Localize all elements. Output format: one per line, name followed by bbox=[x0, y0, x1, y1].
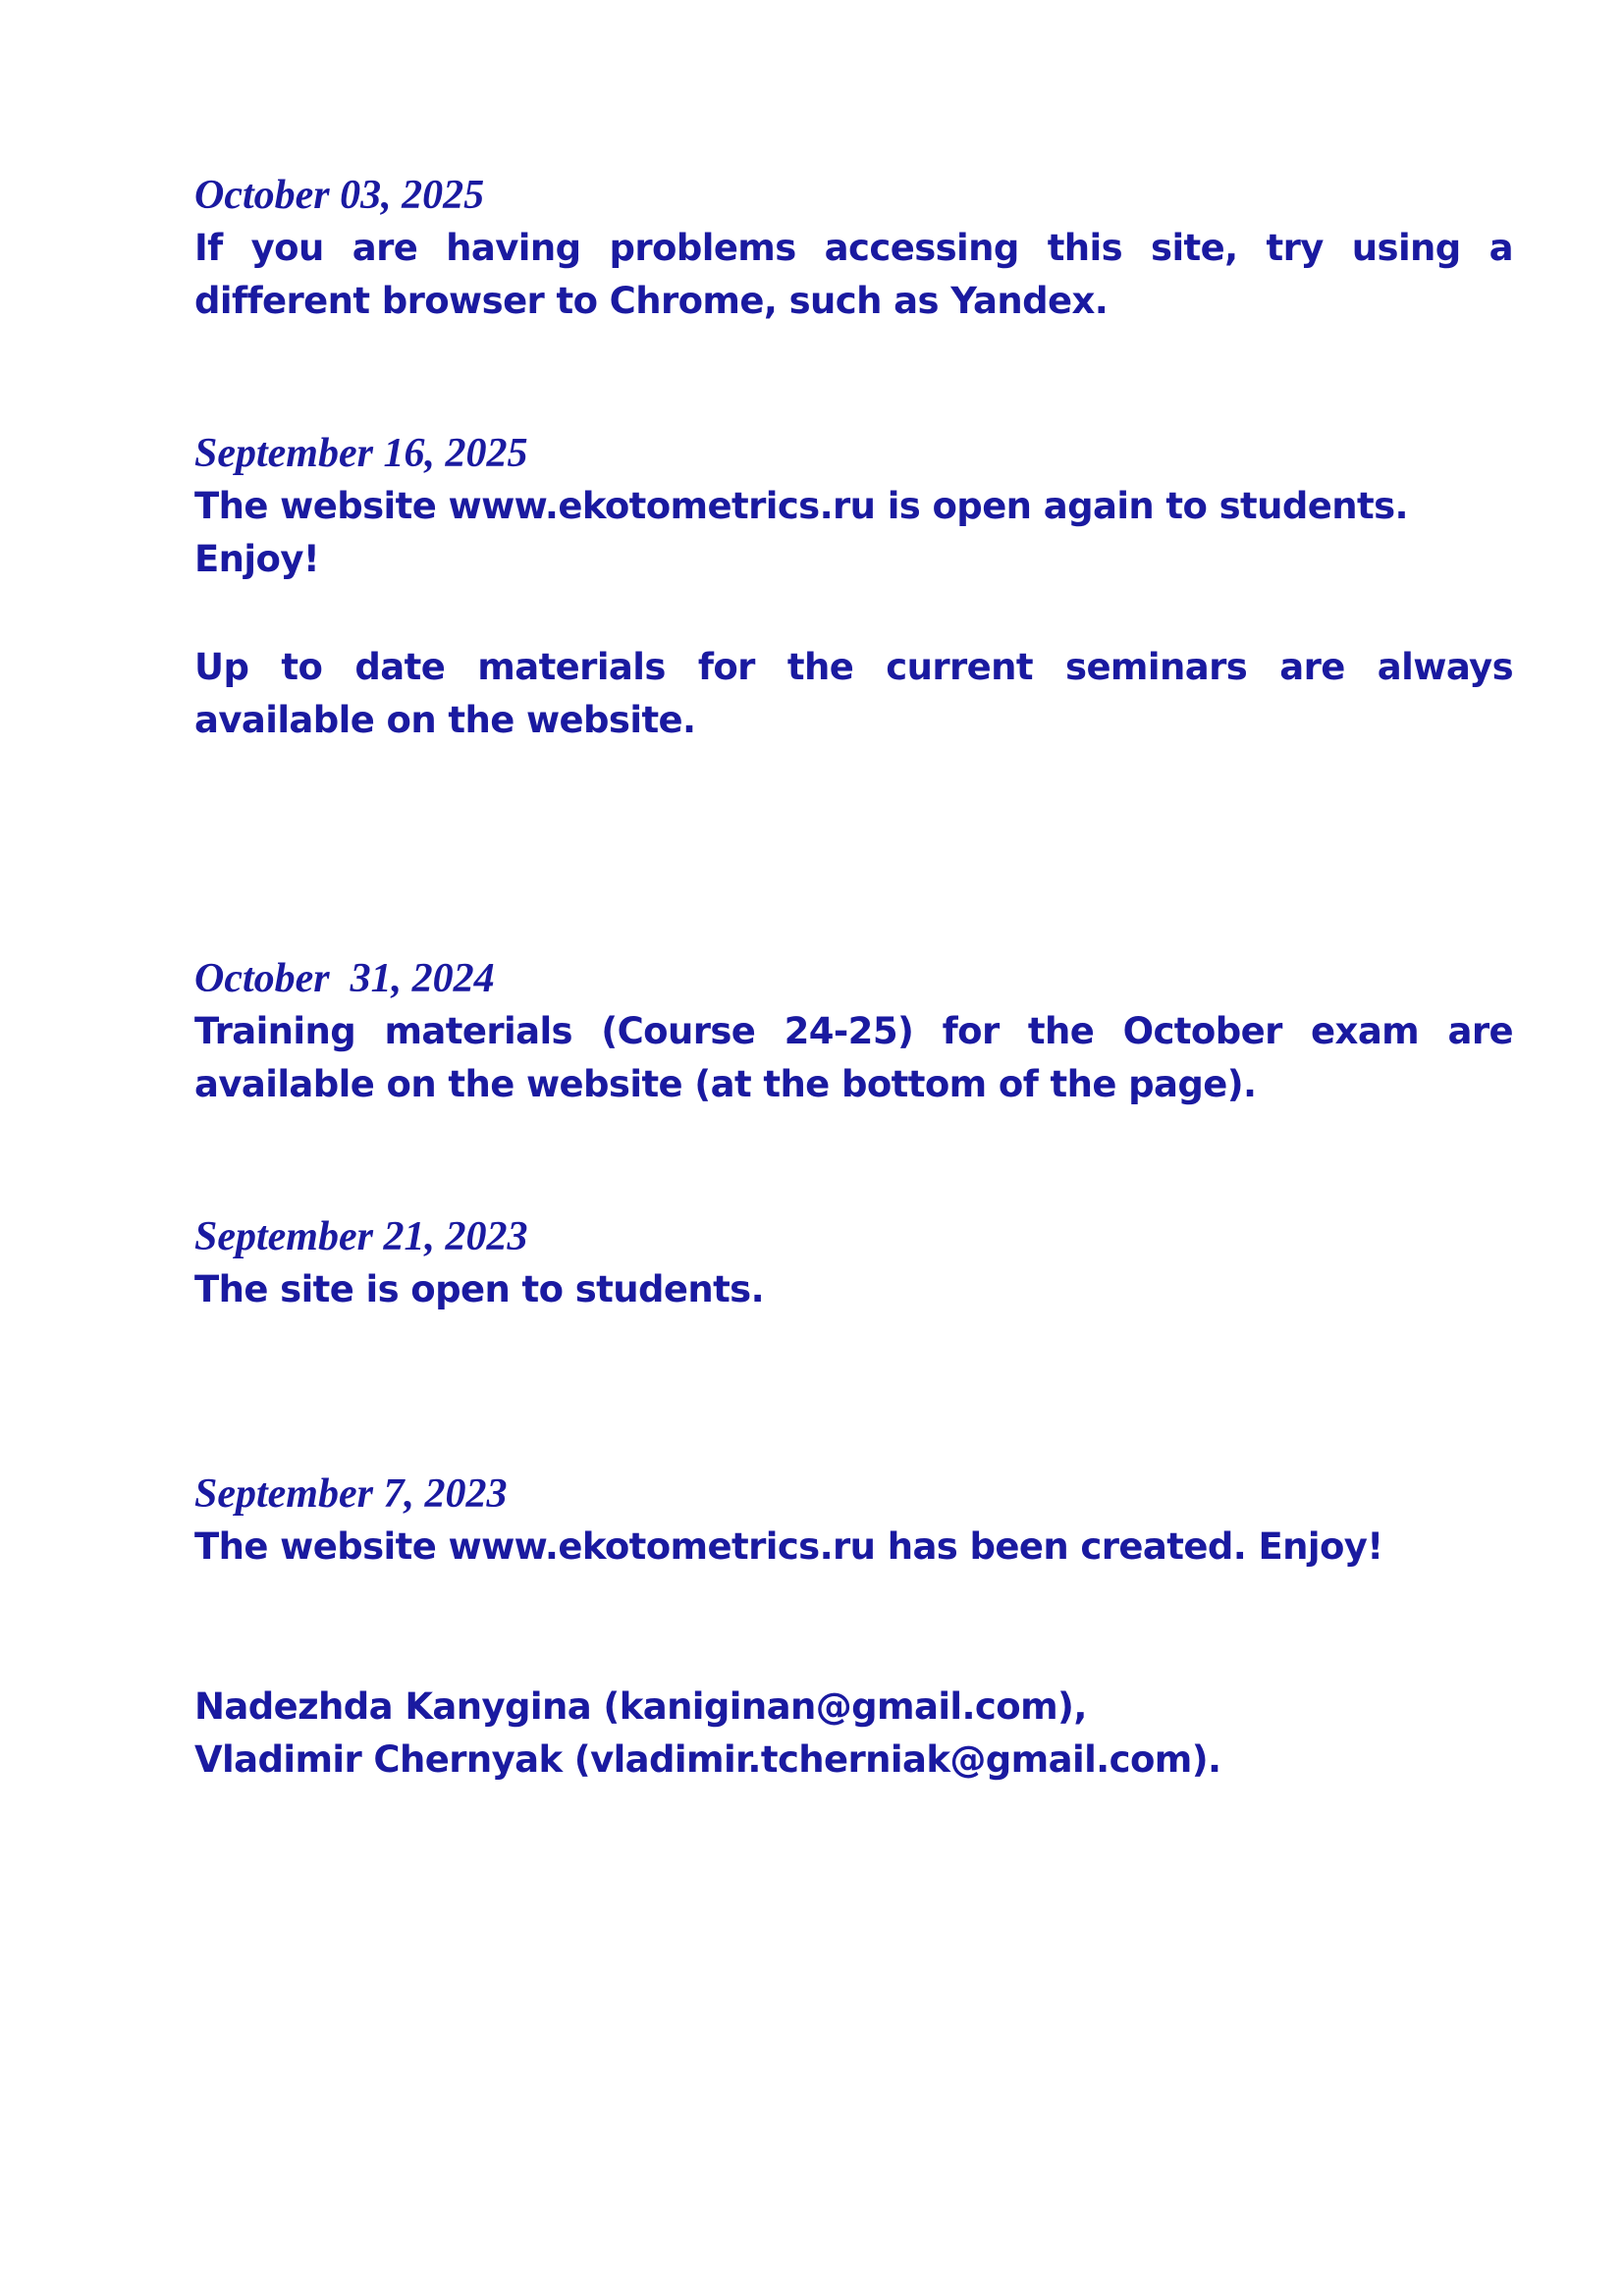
news-entry-2023-09-07 bbox=[194, 1468, 1513, 1574]
signature bbox=[194, 1681, 1513, 1787]
news-text: The website www.ekotometrics.ru has been created. Enjoy! bbox=[194, 1525, 1383, 1568]
signature-line-1: Nadezhda Kanygina (kaniginan@gmail.com), bbox=[194, 1685, 1087, 1728]
news-text: The site is open to students. bbox=[194, 1268, 765, 1310]
news-text: The website www.ekotometrics.ru is open again to students. Enjoy! bbox=[194, 485, 1408, 580]
news-entry-2023-09-21 bbox=[194, 1210, 1513, 1316]
news-entry-2025-10-03 bbox=[194, 169, 1513, 328]
signature-line-2: Vladimir Chernyak (vladimir.tcherniak@gmail.com). bbox=[194, 1738, 1221, 1781]
news-entry-2024-10-31 bbox=[194, 952, 1513, 1111]
news-date: October 31, 2024 bbox=[194, 956, 495, 1001]
news-entry-2025-09-16 bbox=[194, 427, 1513, 747]
news-date: September 21, 2023 bbox=[194, 1214, 528, 1259]
news-date: September 7, 2023 bbox=[194, 1471, 508, 1517]
news-date: September 16, 2025 bbox=[194, 431, 528, 476]
news-text: Training materials (Course 24-25) for the October exam are available on the website (at the bottom of the page). bbox=[194, 1010, 1513, 1105]
news-text: Up to date materials for the current seminars are always available on the website. bbox=[194, 646, 1513, 741]
news-date: October 03, 2025 bbox=[194, 173, 485, 218]
news-text: If you are having problems accessing this site, try using a different browser to Chrome, such as Yandex. bbox=[194, 227, 1513, 322]
